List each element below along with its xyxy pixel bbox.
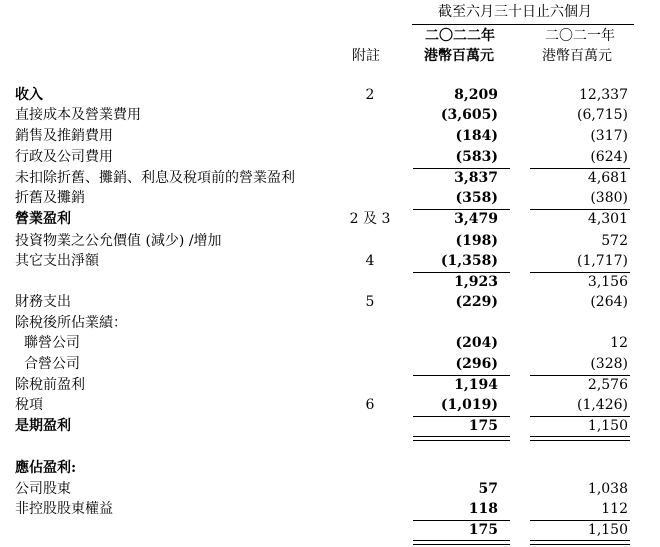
row-value-2021: 1,150: [587, 418, 628, 434]
row-label: 未扣除折舊、攤銷、利息及稅項前的營業盈利: [15, 170, 295, 186]
row-value-2021: 12,337: [579, 87, 628, 103]
row-label: 應佔盈利:: [15, 460, 77, 476]
row-value-2022: (204): [455, 335, 498, 351]
year-2021-header: 二〇二一年: [545, 28, 615, 44]
row-label: 折舊及攤銷: [15, 190, 85, 206]
year-2022-header: 二〇二二年: [425, 28, 495, 44]
row-label: 聯營公司: [24, 335, 80, 351]
row-value-2021: 2,576: [587, 377, 628, 393]
row-value-2021: (624): [590, 149, 628, 165]
row-value-2021: 4,301: [587, 211, 628, 227]
row-value-2021: (1,717): [576, 253, 628, 269]
subtotal-rule-2022: [413, 375, 510, 376]
subtotal-rule-2022: [413, 209, 510, 210]
row-value-2021: 112: [601, 501, 628, 517]
row-value-2022: (358): [455, 190, 498, 206]
row-value-2021: (1,426): [576, 397, 628, 413]
row-label: 非控股股東權益: [15, 501, 113, 517]
row-value-2021: 572: [601, 233, 628, 249]
row-note: 2: [365, 87, 375, 103]
row-value-2021: 1,038: [587, 481, 628, 497]
subtotal-rule-2022: [413, 168, 510, 169]
period-header: 截至六月三十日止六個月: [438, 4, 592, 20]
row-value-2022: 3,837: [454, 170, 498, 186]
row-label: 其它支出淨額: [15, 253, 99, 269]
row-value-2022: (198): [455, 233, 498, 249]
row-value-2021: (317): [590, 128, 628, 144]
subtotal-rule-2021: [530, 375, 630, 376]
total-double-rule-2022: [413, 436, 510, 441]
row-note: 6: [365, 397, 375, 413]
total-double-rule-2021: [530, 436, 630, 441]
row-label: 行政及公司費用: [15, 149, 113, 165]
row-value-2022: 57: [478, 481, 498, 497]
total-double-rule-2022: [413, 540, 510, 545]
row-value-2022: (296): [455, 356, 498, 372]
subtotal-rule-2021: [530, 209, 630, 210]
row-label: 稅項: [15, 397, 43, 413]
subtotal-rule-2021: [530, 520, 630, 521]
row-note: 5: [365, 294, 375, 310]
row-label: 投資物業之公允價值 (減少) /增加: [15, 233, 222, 249]
row-value-2022: (3,605): [440, 107, 498, 123]
subtotal-rule-2022: [413, 272, 510, 273]
row-label: 公司股東: [15, 481, 71, 497]
row-value-2022: (1,019): [440, 397, 498, 413]
row-value-2022: 118: [468, 501, 498, 517]
row-label: 收入: [15, 87, 43, 103]
row-note: 2 及 3: [349, 211, 391, 227]
row-value-2022: (229): [455, 294, 498, 310]
subtotal-rule-2021: [530, 272, 630, 273]
subtotal-rule-2022: [413, 416, 510, 417]
subtotal-rule-2022: [413, 520, 510, 521]
row-label: 營業盈利: [15, 211, 71, 227]
row-label: 除稅後所佔業績：: [15, 315, 127, 331]
row-value-2022: 1,923: [454, 274, 498, 290]
row-value-2022: 1,194: [454, 377, 498, 393]
subtotal-rule-2021: [530, 416, 630, 417]
subtotal-rule-2021: [530, 168, 630, 169]
row-label: 財務支出: [15, 294, 71, 310]
row-value-2022: 175: [468, 418, 498, 434]
row-value-2021: (264): [590, 294, 628, 310]
row-value-2021: 12: [610, 335, 628, 351]
row-value-2022: (583): [455, 149, 498, 165]
row-label: 直接成本及營業費用: [15, 107, 141, 123]
row-value-2022: 8,209: [454, 87, 498, 103]
row-note: 4: [365, 253, 375, 269]
row-value-2021: 3,156: [587, 274, 628, 290]
row-label: 銷售及推銷費用: [15, 128, 113, 144]
row-value-2021: 4,681: [587, 170, 628, 186]
row-value-2022: (1,358): [440, 253, 498, 269]
unit-2021-header: 港幣百萬元: [542, 48, 612, 64]
row-value-2022: (184): [455, 128, 498, 144]
note-header: 附註: [352, 48, 380, 64]
total-double-rule-2021: [530, 540, 630, 545]
row-label: 是期盈利: [15, 418, 71, 434]
row-value-2021: (380): [590, 190, 628, 206]
row-value-2022: 3,479: [454, 211, 498, 227]
row-value-2022: 175: [468, 522, 498, 538]
row-label: 除稅前盈利: [15, 377, 85, 393]
row-label: 合營公司: [24, 356, 80, 372]
period-underline: [412, 24, 634, 25]
row-value-2021: 1,150: [587, 522, 628, 538]
unit-2022-header: 港幣百萬元: [424, 48, 494, 64]
row-value-2021: (328): [590, 356, 628, 372]
row-value-2021: (6,715): [576, 107, 628, 123]
